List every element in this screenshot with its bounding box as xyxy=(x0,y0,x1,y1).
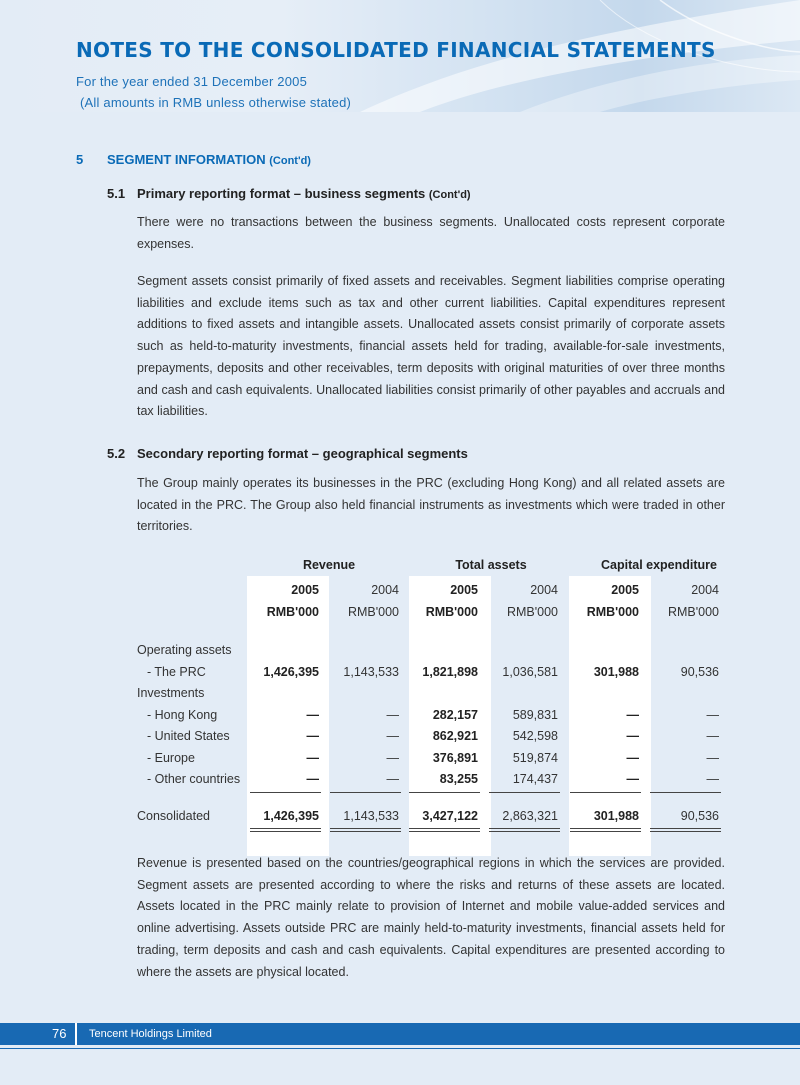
paragraph-5-1-transactions: There were no transactions between the business segments. Unallocated costs represent corporate expenses. xyxy=(137,215,725,251)
subsection-5-2-number: 5.2 xyxy=(107,446,126,461)
table-cell: — xyxy=(306,751,319,765)
table-cell: 301,988 xyxy=(593,809,639,823)
table-cell: 282,157 xyxy=(432,708,478,722)
table-cell: — xyxy=(626,751,639,765)
total-double-rule xyxy=(330,828,401,832)
paragraph-5-1-segment-assets: Segment assets consist primarily of fixed assets and receivables. Segment liabilities comprise operating liabilities and exclude items such as tax and other current liabilities. Capital expenditures represent additions to fixed assets and intangible assets. Unallocated assets consist primarily of corporate assets such as held-to-maturity investments, financial assets held for trading, available-for-sale investments, prepayments, deposits and other receivables, term deposits with original maturities of over three months and cash and cash equivalents. Unallocated liabilities consist primarily of other payables and accruals and tax liabilities. xyxy=(137,274,725,419)
year-header: 2004 xyxy=(530,583,558,597)
table-cell: — xyxy=(306,708,319,722)
table-cell: 589,831 xyxy=(512,708,558,722)
header-banner xyxy=(0,0,800,112)
table-cell: — xyxy=(386,708,399,722)
year-header: 2004 xyxy=(691,583,719,597)
table-cell: 1,036,581 xyxy=(502,665,558,679)
subtotal-rule xyxy=(489,792,560,793)
table-cell: 1,426,395 xyxy=(263,665,319,679)
table-cell: 376,891 xyxy=(432,751,478,765)
subtotal-rule xyxy=(250,792,321,793)
section-number: 5 xyxy=(76,152,84,167)
table-cell: — xyxy=(386,751,399,765)
section-heading xyxy=(76,152,311,167)
group-header-capital-expenditure: Capital expenditure xyxy=(601,558,717,572)
table-cell: 2,863,321 xyxy=(502,809,558,823)
page-title: NOTES TO THE CONSOLIDATED FINANCIAL STATEMENTS xyxy=(76,38,716,62)
paragraph-5-2-presentation: Revenue is presented based on the countries/geographical regions in which the services are provided. Segment assets are presented according to where the risks and returns of these assets are located. Assets located in the PRC mainly relate to provision of Internet and mobile value-added services and online advertising. Assets outside PRC are mainly held-to-maturity investments, financial assets held for trading, term deposits and cash and cash equivalents. Capital expenditures are presented according to where the assets are physical located. xyxy=(137,856,725,979)
table-cell: — xyxy=(706,751,719,765)
subsection-5-1-number: 5.1 xyxy=(107,186,126,201)
subsection-5-1-title: Primary reporting format – business segments xyxy=(137,186,426,201)
table-cell: — xyxy=(386,772,399,786)
paragraph-5-2-operations: The Group mainly operates its businesses in the PRC (excluding Hong Kong) and all related assets are located in the PRC. The Group also held financial instruments as investments which were traded in other territories. xyxy=(137,476,725,534)
year-header: 2005 xyxy=(291,583,319,597)
row-label: - United States xyxy=(147,729,230,743)
table-cell: — xyxy=(706,772,719,786)
table-cell: — xyxy=(626,708,639,722)
row-label: - The PRC xyxy=(147,665,206,679)
table-cell: 862,921 xyxy=(432,729,478,743)
table-cell: — xyxy=(626,729,639,743)
unit-header: RMB'000 xyxy=(506,605,558,619)
page-subtitle-currency: (All amounts in RMB unless otherwise stated) xyxy=(80,95,352,110)
table-cell: 83,255 xyxy=(439,772,478,786)
group-header-revenue: Revenue xyxy=(302,558,356,572)
year-header: 2005 xyxy=(611,583,639,597)
unit-header: RMB'000 xyxy=(347,605,399,619)
total-double-rule xyxy=(650,828,721,832)
unit-header: RMB'000 xyxy=(425,605,478,619)
table-cell: 1,426,395 xyxy=(263,809,319,823)
table-cell: 519,874 xyxy=(512,751,558,765)
row-label: - Europe xyxy=(147,751,195,765)
total-double-rule xyxy=(570,828,641,832)
table-cell: 301,988 xyxy=(593,665,639,679)
table-cell: — xyxy=(386,729,399,743)
table-cell: 174,437 xyxy=(512,772,558,786)
subtotal-rule xyxy=(570,792,641,793)
unit-header: RMB'000 xyxy=(586,605,639,619)
page-subtitle-period: For the year ended 31 December 2005 xyxy=(76,74,308,89)
table-cell: — xyxy=(306,729,319,743)
table-cell: — xyxy=(706,729,719,743)
subsection-5-2-heading xyxy=(107,446,468,461)
company-name: Tencent Holdings Limited xyxy=(89,1028,212,1040)
table-cell: — xyxy=(626,772,639,786)
section-cont-note: (Cont'd) xyxy=(269,155,311,167)
year-header: 2005 xyxy=(450,583,478,597)
table-cell: 90,536 xyxy=(680,665,719,679)
subsection-5-1-heading xyxy=(107,186,471,201)
footer-underline xyxy=(0,1048,800,1049)
table-cell: 90,536 xyxy=(680,809,719,823)
subtotal-rule xyxy=(330,792,401,793)
row-label: - Other countries xyxy=(147,772,241,786)
page-footer xyxy=(0,1023,800,1045)
subtotal-rule xyxy=(650,792,721,793)
table-cell: 3,427,122 xyxy=(422,809,478,823)
row-label: Consolidated xyxy=(137,809,210,823)
total-double-rule xyxy=(489,828,560,832)
total-double-rule xyxy=(409,828,480,832)
footer-divider xyxy=(75,1023,77,1045)
section-title: SEGMENT INFORMATION xyxy=(107,152,266,167)
table-cell: 1,821,898 xyxy=(422,665,478,679)
table-cell: 542,598 xyxy=(512,729,558,743)
table-cell: 1,143,533 xyxy=(343,809,399,823)
year-header: 2004 xyxy=(371,583,399,597)
subtotal-rule xyxy=(409,792,480,793)
total-double-rule xyxy=(250,828,321,832)
table-cell: — xyxy=(706,708,719,722)
table-cell: — xyxy=(306,772,319,786)
row-label: Investments xyxy=(137,686,205,700)
unit-header: RMB'000 xyxy=(266,605,319,619)
row-label: - Hong Kong xyxy=(147,708,218,722)
unit-header: RMB'000 xyxy=(667,605,719,619)
subsection-5-1-cont-note: (Cont'd) xyxy=(428,189,471,201)
subsection-5-2-title: Secondary reporting format – geographical segments xyxy=(137,446,468,461)
row-label: Operating assets xyxy=(137,643,232,657)
table-cell: 1,143,533 xyxy=(343,665,399,679)
page-number: 76 xyxy=(52,1026,67,1041)
group-header-total-assets: Total assets xyxy=(455,558,527,572)
geographical-segment-table xyxy=(137,550,725,850)
